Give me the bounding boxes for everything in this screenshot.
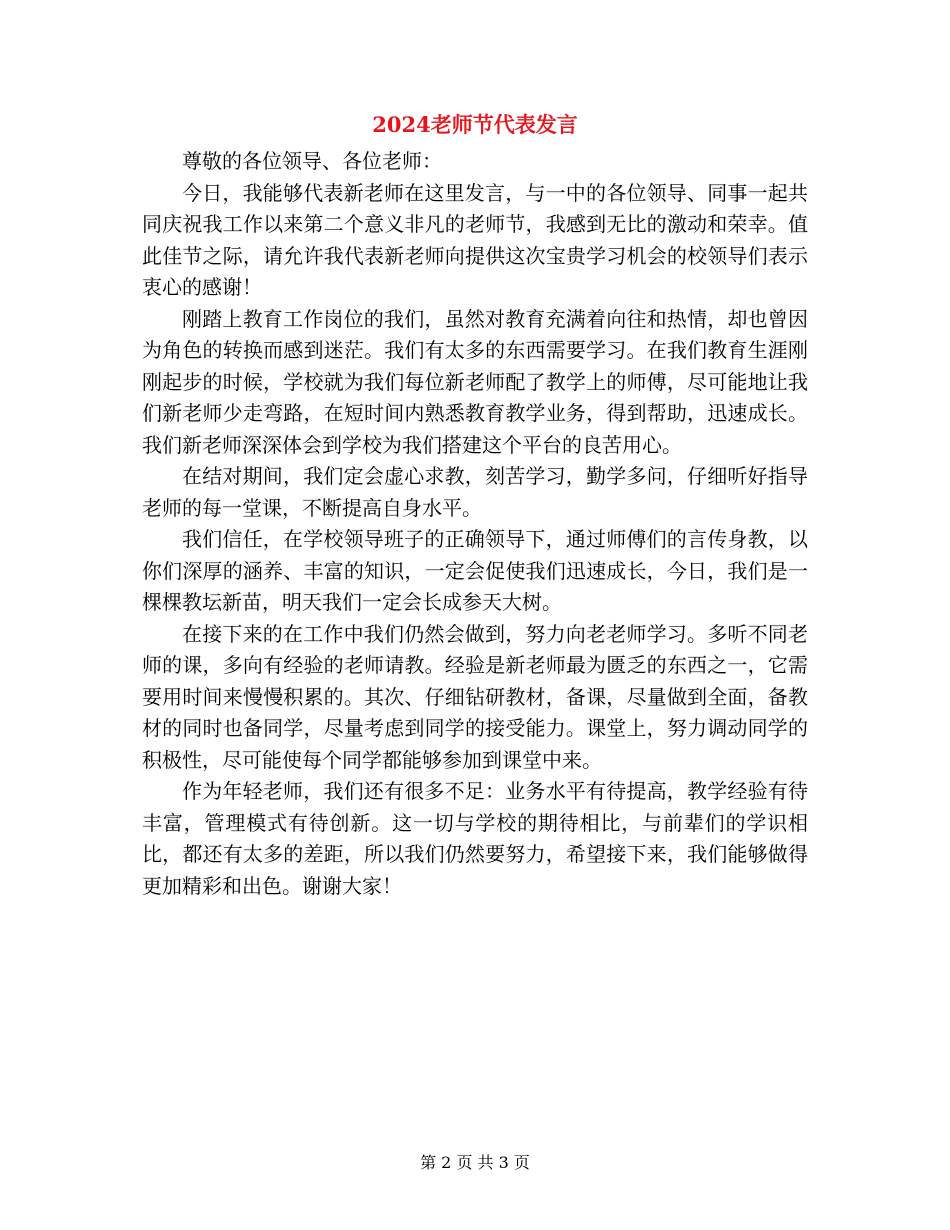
- paragraph-5: 在接下来的在工作中我们仍然会做到，努力向老老师学习。多听不同老师的课，多向有经验的老师请教。经验是新老师最为匮乏的东西之一，它需要用时间来慢慢积累的。其次、仔细钻研教材，备课，尽量做到全面，备教材的同时也备同学，尽量考虑到同学的接受能力。课堂上，努力调动同学的积极性，尽可能使每个同学都能够参加到课堂中来。: [142, 621, 808, 772]
- paragraph-2: 刚踏上教育工作岗位的我们，虽然对教育充满着向往和热情，却也曾因为角色的转换而感到迷茫。我们有太多的东西需要学习。在我们教育生涯刚刚起步的时候，学校就为我们每位新老师配了教学上的师傅，尽可能地让我们新老师少走弯路，在短时间内熟悉教育教学业务，得到帮助，迅速成长。我们新老师深深体会到学校为我们搭建这个平台的良苦用心。: [142, 306, 808, 457]
- document-body: [142, 146, 808, 902]
- paragraph-3: 在结对期间，我们定会虚心求教，刻苦学习，勤学多问，仔细听好指导老师的每一堂课，不断提高自身水平。: [142, 464, 808, 520]
- paragraph-1: 今日，我能够代表新老师在这里发言，与一中的各位领导、同事一起共同庆祝我工作以来第二个意义非凡的老师节，我感到无比的激动和荣幸。值此佳节之际，请允许我代表新老师向提供这次宝贵学习机会的校领导们表示衷心的感谢！: [142, 180, 808, 299]
- salutation: 尊敬的各位领导、各位老师：: [182, 149, 442, 173]
- page-number-footer: 第 2 页 共 3 页: [420, 1153, 530, 1172]
- paragraph-4: 我们信任，在学校领导班子的正确领导下，通过师傅们的言传身教，以你们深厚的涵养、丰富的知识，一定会促使我们迅速成长，今日，我们是一棵棵教坛新苗，明天我们一定会长成参天大树。: [142, 527, 808, 614]
- document-title: 2024老师节代表发言: [372, 112, 578, 137]
- paragraph-6: 作为年轻老师，我们还有很多不足：业务水平有待提高，教学经验有待丰富，管理模式有待创新。这一切与学校的期待相比，与前辈们的学识相比，都还有太多的差距，所以我们仍然要努力，希望接下来，我们能够做得更加精彩和出色。谢谢大家！: [142, 779, 808, 898]
